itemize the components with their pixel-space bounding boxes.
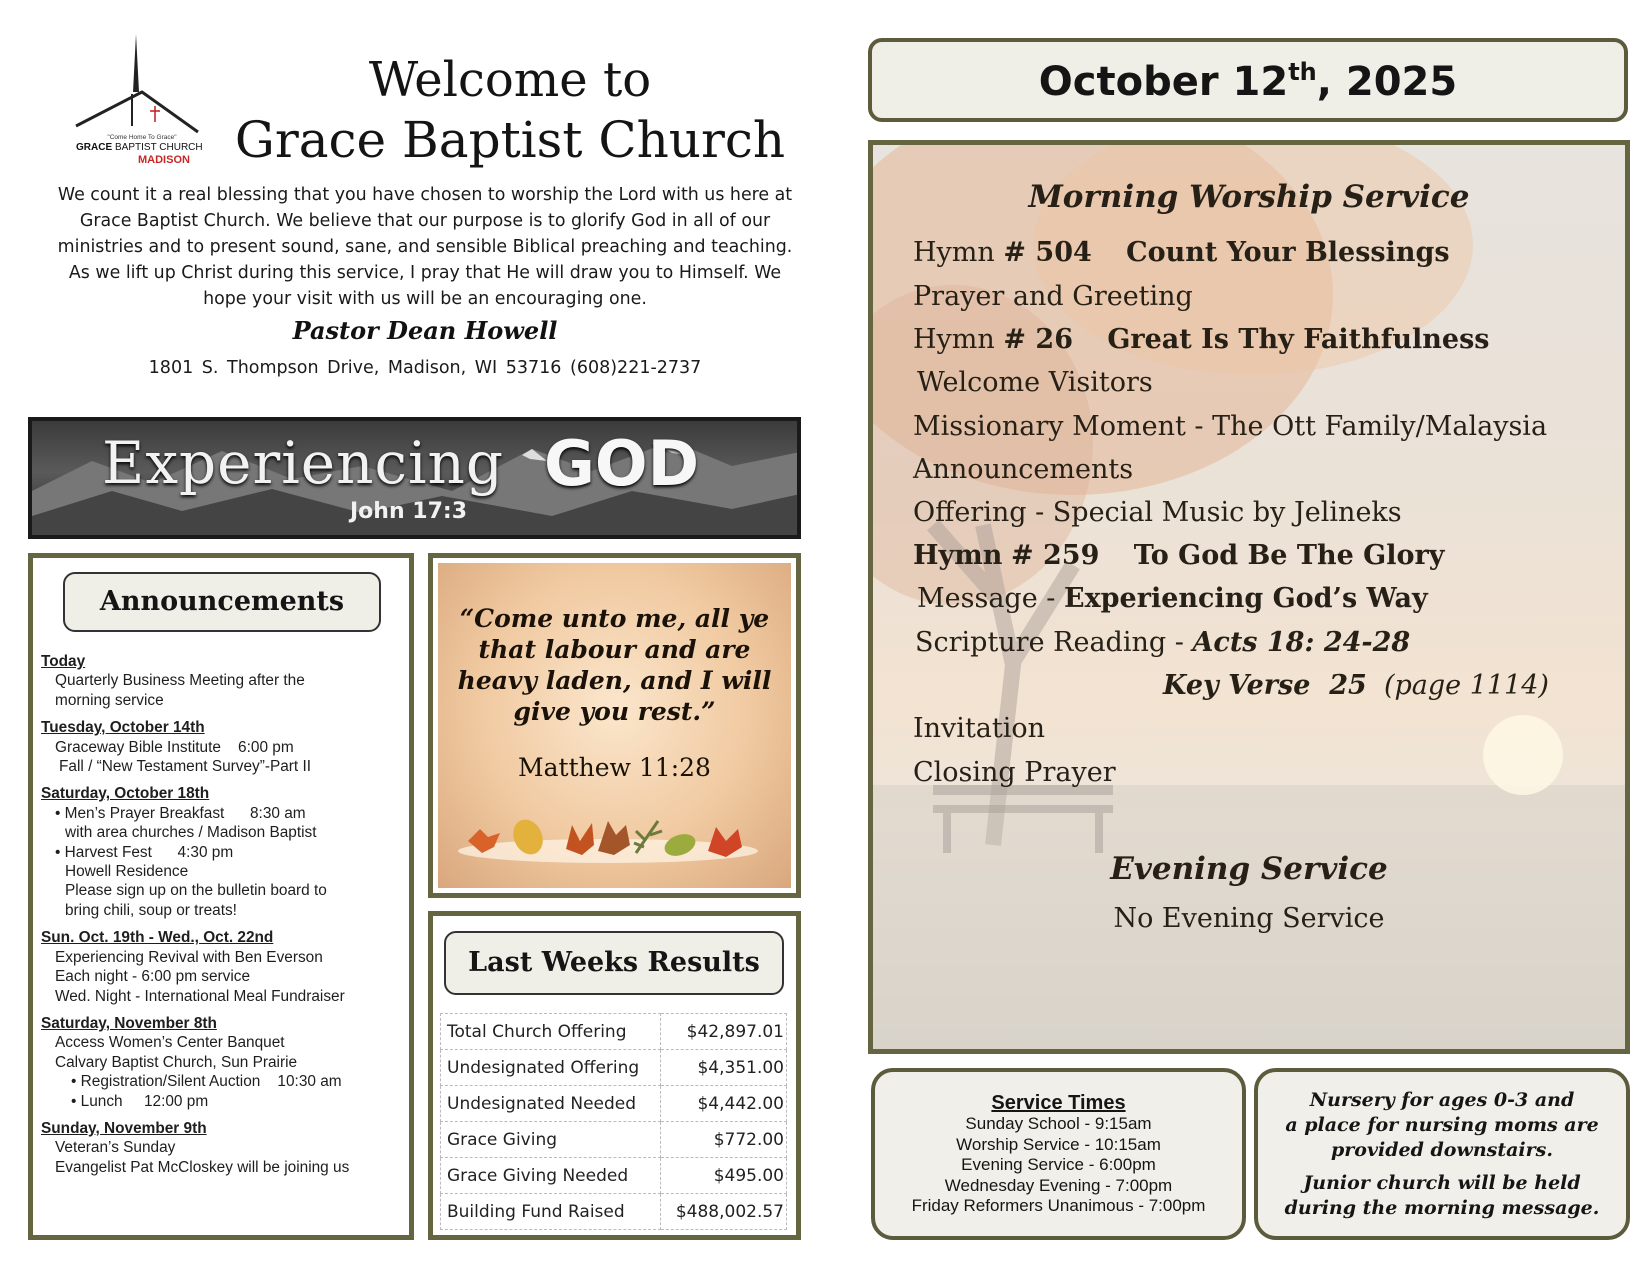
service-time-line: Sunday School - 9:15am [965, 1114, 1152, 1133]
announcement-group [41, 652, 401, 710]
message-item [917, 583, 1428, 614]
result-value: $488,002.57 [661, 1194, 787, 1230]
result-value: $495.00 [661, 1158, 787, 1194]
hymn-1 [913, 237, 1450, 268]
hymn-1-label: Hymn [913, 237, 995, 268]
hymn-2-label: Hymn [913, 324, 995, 355]
order-content [873, 145, 1625, 1049]
result-label: Undesignated Offering [441, 1050, 661, 1086]
result-value: $4,351.00 [661, 1050, 787, 1086]
table-row [441, 1158, 787, 1194]
key-verse [1163, 670, 1549, 701]
announcement-line: Wed. Night - International Meal Fundraiser [55, 987, 345, 1005]
hymn-3-title: To God Be The Glory [1133, 540, 1445, 571]
key-verse-label: Key Verse 25 [1163, 670, 1367, 701]
announcement-line: with area churches / Madison Baptist [65, 824, 317, 842]
bulletin-date [868, 38, 1628, 122]
hymn-3 [913, 540, 1444, 571]
church-logo [72, 32, 212, 172]
announcement-line: Please sign up on the bulletin board to [65, 882, 327, 900]
morning-service-title: Morning Worship Service [1028, 179, 1470, 215]
welcome-line1: Welcome to [368, 52, 652, 108]
announcement-heading: Saturday, October 18th [41, 785, 210, 803]
announcement-line: Access Women’s Center Banquet [55, 1034, 285, 1052]
announcement-line: • Registration/Silent Auction 10:30 am [71, 1073, 342, 1091]
announcement-heading: Sun. Oct. 19th - Wed., Oct. 22nd [41, 929, 274, 947]
date-suffix: th [1288, 58, 1317, 86]
announcement-line: bring chili, soup or treats! [65, 901, 237, 919]
announcement-line: Veteran’s Sunday [55, 1139, 176, 1157]
nursery-line: Nursery for ages 0-3 and [1309, 1089, 1575, 1111]
announcement-group [41, 784, 401, 920]
service-time-line: Friday Reformers Unanimous - 7:00pm [911, 1196, 1206, 1215]
hymn-1-title: Count Your Blessings [1126, 237, 1450, 268]
result-label: Building Fund Raised [441, 1194, 661, 1230]
announcement-line: Experiencing Revival with Ben Everson [55, 948, 323, 966]
message-label: Message - [917, 583, 1064, 614]
result-label: Total Church Offering [441, 1014, 661, 1050]
result-label: Grace Giving [441, 1122, 661, 1158]
welcome-line2: Grace Baptist Church [234, 111, 786, 169]
closing-prayer: Closing Prayer [913, 757, 1116, 788]
logo-name-bold: GRACE [76, 142, 113, 153]
verse-background [438, 563, 791, 888]
logo-city: MADISON [138, 154, 190, 166]
announcement-line: • Men’s Prayer Breakfast 8:30 am [55, 804, 306, 822]
offering-item: Offering - Special Music by Jelineks [913, 497, 1402, 528]
announcements-panel [28, 553, 414, 1240]
logo-tagline: "Come Home To Grace" [107, 134, 177, 141]
autumn-leaves-icon [458, 811, 758, 871]
service-time-line: Wednesday Evening - 7:00pm [944, 1175, 1173, 1195]
nursery-gap [1258, 1163, 1626, 1171]
results-title: Last Weeks Results [444, 931, 784, 995]
prayer-greeting: Prayer and Greeting [913, 281, 1193, 312]
results-table [440, 1013, 787, 1230]
result-value: $42,897.01 [661, 1014, 787, 1050]
scripture-reading [915, 627, 1410, 658]
sermon-banner [28, 417, 801, 539]
logo-name-rest: BAPTIST CHURCH [115, 142, 203, 153]
welcome-heading [230, 50, 790, 170]
announcement-line: Graceway Bible Institute 6:00 pm [55, 738, 294, 756]
announcement-heading: Today [41, 653, 86, 670]
service-times-box [871, 1068, 1246, 1240]
verse-reference: Matthew 11:28 [518, 753, 711, 782]
missionary-moment: Missionary Moment - The Ott Family/Malaysia [913, 411, 1548, 442]
announcement-line: Howell Residence [65, 863, 189, 881]
results-panel [428, 911, 801, 1240]
nursery-line: during the morning message. [1284, 1197, 1600, 1219]
welcome-visitors: Welcome Visitors [917, 367, 1153, 398]
service-time-line: Evening Service - 6:00pm [961, 1155, 1156, 1174]
banner-title-2: GOD [544, 427, 700, 500]
scripture-ref: Acts 18: 24-28 [1192, 627, 1411, 658]
announcement-line: Each night - 6:00 pm service [55, 968, 251, 986]
invitation-item: Invitation [913, 713, 1046, 744]
table-row [441, 1086, 787, 1122]
service-times-title: Service Times [991, 1092, 1126, 1114]
announcement-heading: Sunday, November 9th [41, 1119, 207, 1137]
table-row [441, 1050, 787, 1086]
hymn-3-label: Hymn [913, 540, 1003, 571]
announcement-line: • Harvest Fest 4:30 pm [55, 843, 234, 861]
banner-title-1: Experiencing [102, 429, 504, 497]
announcement-line: Fall / “New Testament Survey”-Part II [59, 758, 312, 776]
pastor-signature: Pastor Dean Howell [292, 316, 558, 345]
date-year: , 2025 [1316, 59, 1458, 105]
result-label: Grace Giving Needed [441, 1158, 661, 1194]
verse-quote: “Come unto me, all ye that labour and are heavy laden, and I will give you rest.” [457, 604, 772, 726]
hymn-3-number: # 259 [1011, 540, 1100, 571]
hymn-2-number: # 26 [1003, 324, 1073, 355]
key-verse-page: (page 1114) [1383, 670, 1549, 701]
evening-service-text: No Evening Service [1113, 903, 1385, 934]
announcement-group [41, 1119, 401, 1177]
announcement-group [41, 1014, 401, 1111]
nursery-box [1254, 1068, 1630, 1240]
table-row [441, 1014, 787, 1050]
nursery-line: provided downstairs. [1331, 1139, 1553, 1161]
announcement-line: Calvary Baptist Church, Sun Prairie [55, 1053, 298, 1071]
order-of-service [868, 140, 1630, 1054]
result-label: Undesignated Needed [441, 1086, 661, 1122]
hymn-2-title: Great Is Thy Faithfulness [1107, 324, 1490, 355]
announcement-group [41, 718, 401, 776]
result-value: $772.00 [661, 1122, 787, 1158]
intro-paragraph: We count it a real blessing that you have chosen to worship the Lord with us here at Grace Baptist Church. We believe that our purpose is to glorify God in all of our ministries and to present sound, sane, and sensible Biblical preaching and teaching. As we lift up Christ during this service, I pray that He will draw you to Himself. We hope your visit with us will be an encouraging one. [57, 185, 793, 309]
scripture-label: Scripture Reading - [915, 627, 1193, 658]
table-row [441, 1194, 787, 1230]
announcement-line: • Lunch 12:00 pm [71, 1092, 209, 1110]
result-value: $4,442.00 [661, 1086, 787, 1122]
announcement-heading: Saturday, November 8th [41, 1014, 217, 1032]
announcement-line: Evangelist Pat McCloskey will be joining us [55, 1158, 350, 1176]
hymn-2 [913, 324, 1489, 355]
announcement-heading: Tuesday, October 14th [41, 719, 205, 737]
announcement-line: morning service [55, 691, 164, 709]
nursery-line: Junior church will be held [1303, 1172, 1581, 1194]
table-row [441, 1122, 787, 1158]
announcement-group [41, 928, 401, 1006]
steeple-logo-icon [72, 32, 212, 172]
hymn-1-number: # 504 [1003, 237, 1092, 268]
verse-panel [428, 553, 801, 898]
church-address: 1801 S. Thompson Drive, Madison, WI 53716 (608)221-2737 [148, 358, 702, 378]
banner-reference: John 17:3 [350, 499, 468, 524]
announcements-title: Announcements [63, 572, 381, 632]
nursery-line: a place for nursing moms are [1285, 1114, 1599, 1136]
date-month-day: October 12 [1038, 59, 1289, 105]
announcement-line: Quarterly Business Meeting after the [55, 672, 305, 690]
announcements-item: Announcements [913, 454, 1134, 485]
message-title: Experiencing God’s Way [1063, 583, 1428, 614]
service-time-line: Worship Service - 10:15am [956, 1134, 1161, 1154]
announcements-list [41, 652, 401, 1185]
evening-service-title: Evening Service [1110, 851, 1388, 887]
